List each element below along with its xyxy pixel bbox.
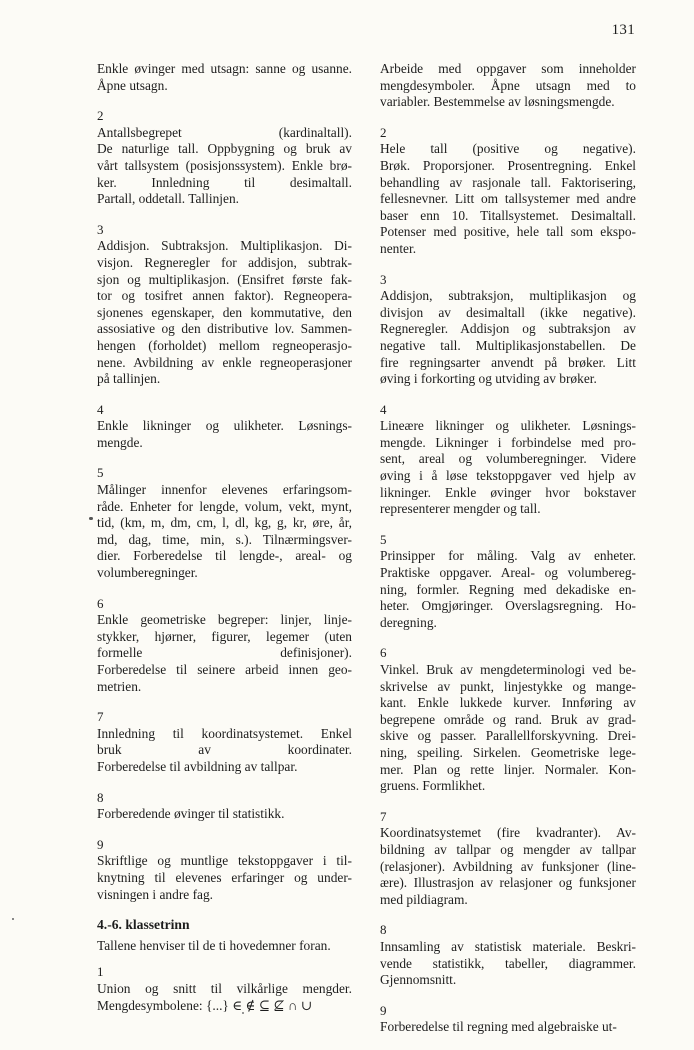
text-line: tor og tosifret annen faktor). Regneopera- (97, 288, 352, 304)
text-line: Enkle øvinger med utsagn: sanne og usanne. (97, 61, 352, 76)
text-line: Addisjon, subtraksjon, multiplikasjon og (380, 288, 636, 304)
text-section (97, 709, 352, 775)
text-line: md, dag, time, min, s.). Tilnærmingsver- (97, 531, 352, 547)
text-line: assosiative og den distributive lov. Sammen- (97, 321, 352, 337)
text-section (97, 964, 352, 1014)
text-section (380, 402, 636, 518)
text-line: Prinsipper for måling. Valg av enheter. (380, 548, 636, 564)
text-section (380, 125, 636, 258)
edge-speck (12, 918, 14, 920)
text-line: bildning av tallpar og mengder av tallpar (380, 841, 636, 857)
text-line: Potenser med positive, hele tall som ekspo- (380, 224, 636, 240)
text-line: stykker, hjørner, figurer, legemer (uten (97, 628, 352, 644)
text-section (380, 532, 636, 632)
text-line: sent, areal og volumberegninger. Videre (380, 451, 636, 467)
text-line: Antallsbegrepet (kardinaltall). (97, 124, 352, 140)
section-number: 4 (97, 401, 104, 417)
text-section (380, 61, 636, 111)
text-line: divisjon av desimaltall (ikke negative). (380, 304, 636, 320)
text-line: De naturlige tall. Oppbygning og bruk av (97, 141, 352, 157)
text-section (380, 645, 636, 794)
text-line: skive og passer. Parallellforskyvning. Drei- (380, 728, 636, 744)
text-line: råde. Enheter for lengde, volum, vekt, mynt, (97, 498, 352, 514)
text-line: øving i å løse tekstoppgaver ved hjelp av (380, 468, 636, 484)
text-line: vende statistikk, tabeller, diagrammer. (380, 955, 636, 971)
heading-intro: Tallene henviser til de ti hovedemner foran. (97, 937, 331, 953)
text-line: Skriftlige og muntlige tekstoppgaver i til- (97, 853, 352, 869)
text-line: ære). Illustrasjon av relasjoner og funksjoner (380, 875, 636, 891)
section-number: 7 (380, 808, 387, 824)
text-line: ker. Innledning til desimaltall. (97, 174, 352, 190)
text-line: Innledning til koordinatsystemet. Enkel (97, 725, 352, 741)
left-column (97, 61, 352, 1028)
section-number: 8 (97, 789, 104, 805)
text-line: kant. Enkle lukkede kurver. Innføring av (380, 695, 636, 711)
text-line: Union og snitt til vilkårlige mengder. (97, 980, 352, 996)
text-section (380, 809, 636, 909)
section-number: 3 (380, 271, 387, 287)
text-section (97, 402, 352, 452)
section-number: 2 (97, 108, 104, 124)
text-line: sjon og multiplikasjon. (Ensifret første fak- (97, 271, 352, 287)
text-line: behandling av rasjonale tall. Faktorisering, (380, 174, 636, 190)
text-line: Forberedelse til regning med algebraiske ut- (380, 1019, 617, 1035)
section-number: 5 (97, 465, 104, 481)
left-after-heading-sections (97, 964, 352, 1014)
text-line: visjon. Regneregler for addisjon, subtrak- (97, 254, 352, 270)
text-section (97, 596, 352, 696)
text-line: begrepene område og rand. Bruk av grad- (380, 711, 636, 727)
text-line: representerer mengder og tall. (380, 501, 541, 517)
page-number: 131 (611, 22, 635, 38)
text-line: gruens. Formlikhet. (380, 778, 486, 794)
text-line: bruk av koordinater. (97, 742, 352, 758)
text-line: Mengdesymbolene: {...} ∈ ∉ ⊆ ⊈ ∩ ∪ (97, 997, 313, 1013)
text-section (97, 222, 352, 388)
text-line: vårt tallsystem (posisjonssystem). Enkle brø- (97, 157, 352, 173)
text-line: hengen (forholdet) mellom regneoperasjo- (97, 337, 352, 353)
text-line: Praktiske oppgaver. Areal- og volumbereg- (380, 565, 636, 581)
text-line: mengdesymboler. Åpne utsagn med to (380, 77, 636, 93)
section-number: 1 (97, 964, 104, 980)
text-section (97, 837, 352, 903)
text-line: nenter. (380, 240, 417, 256)
text-line: Gjennomsnitt. (380, 972, 457, 988)
section-number: 6 (97, 595, 104, 611)
text-line: mengde. (97, 434, 143, 450)
text-line: formelle definisjoner). (97, 645, 352, 661)
section-number: 5 (380, 531, 387, 547)
text-line: øving i forkorting og utviding av brøker. (380, 371, 597, 387)
section-heading: 4.-6. klassetrinn (97, 917, 190, 933)
text-line: Forberedende øvinger til statistikk. (97, 806, 285, 822)
text-line: mengde. Likninger i forbindelse med pro- (380, 434, 636, 450)
section-number: 9 (97, 836, 104, 852)
text-line: sjonenes egenskaper, den kommutative, den (97, 304, 352, 320)
text-line: visningen i andre fag. (97, 886, 214, 902)
text-line: Forberedelse til avbildning av tallpar. (97, 758, 298, 774)
text-section (97, 790, 352, 823)
section-number: 4 (380, 401, 387, 417)
text-section (380, 272, 636, 388)
text-line: (relasjoner). Avbildning av funksjoner (line- (380, 858, 636, 874)
text-line: Brøk. Proporsjoner. Prosentregning. Enkel (380, 157, 636, 173)
heading-intro-wrap (97, 938, 352, 955)
section-number: 3 (97, 221, 104, 237)
margin-mark (89, 517, 93, 520)
text-line: Vinkel. Bruk av mengdeterminologi ved be- (380, 662, 636, 677)
text-section (380, 922, 636, 988)
section-number: 7 (97, 709, 104, 725)
text-line: metrien. (97, 678, 142, 694)
text-line: Åpne utsagn. (97, 77, 168, 93)
section-number: 6 (380, 645, 387, 661)
text-line: heter. Omgjøringer. Overslagsregning. Ho- (380, 598, 636, 614)
right-sections (380, 61, 636, 1036)
text-line: mer. Plan og rette linjer. Normaler. Kon- (380, 761, 636, 777)
text-line: variabler. Bestemmelse av løsningsmengde. (380, 94, 615, 110)
text-line: Partall, oddetall. Tallinjen. (97, 191, 239, 207)
text-line: Forberedelse til seinere arbeid innen geo- (97, 662, 352, 677)
text-line: Regneregler. Addisjon og subtraksjon av (380, 321, 636, 337)
text-line: likninger. Enkle øvinger hvor bokstaver (380, 484, 636, 500)
left-sections (97, 61, 352, 903)
text-section (380, 1003, 636, 1036)
text-line: volumberegninger. (97, 565, 198, 581)
text-line: Koordinatsystemet (fire kvadranter). Av- (380, 825, 636, 841)
text-line: dier. Forberedelse til lengde-, areal- og (97, 548, 352, 564)
text-line: Hele tall (positive og negative). (380, 141, 636, 157)
text-line: Enkle likninger og ulikheter. Løsnings- (97, 418, 352, 434)
section-number: 2 (380, 124, 387, 140)
text-line: Innsamling av statistisk materiale. Beskri- (380, 938, 636, 954)
text-line: fire regningsarter anvendt på brøker. Litt (380, 354, 636, 370)
text-line: Enkle geometriske begreper: linjer, linje- (97, 612, 352, 628)
text-line: fellesnevner. Litt om tallsystemer med andre (380, 191, 636, 207)
text-line: tid, (km, m, dm, cm, l, dl, kg, g, kr, øre, år, (97, 515, 352, 531)
text-line: ning, formler. Regning med dekadiske en- (380, 581, 636, 597)
text-line: skrivelse av punkt, linjestykke og mange- (380, 678, 636, 694)
text-line: Arbeide med oppgaver som inneholder (380, 61, 636, 76)
text-line: Lineære likninger og ulikheter. Løsnings- (380, 418, 636, 434)
section-number: 8 (380, 922, 387, 938)
text-section (97, 108, 352, 208)
text-line: Addisjon. Subtraksjon. Multiplikasjon. Di- (97, 238, 352, 254)
text-line: negative tall. Multiplikasjonstabellen. De (380, 337, 636, 353)
text-section (97, 465, 352, 581)
text-line: ning, speiling. Sirkelen. Geometriske lege- (380, 744, 636, 760)
text-line: nene. Avbildning av enkle regneoperasjoner (97, 354, 352, 370)
text-line: Målinger innenfor elevenes erfaringsom- (97, 482, 352, 498)
text-line: deregning. (380, 614, 437, 630)
right-column (380, 61, 636, 1050)
section-number: 9 (380, 1002, 387, 1018)
text-line: på tallinjen. (97, 371, 161, 387)
text-line: knytning til elevenes erfaringer og under- (97, 869, 352, 885)
text-line: med pildiagram. (380, 891, 468, 907)
text-line: baser enn 10. Titallsystemet. Desimaltall. (380, 207, 636, 223)
text-section (97, 61, 352, 94)
